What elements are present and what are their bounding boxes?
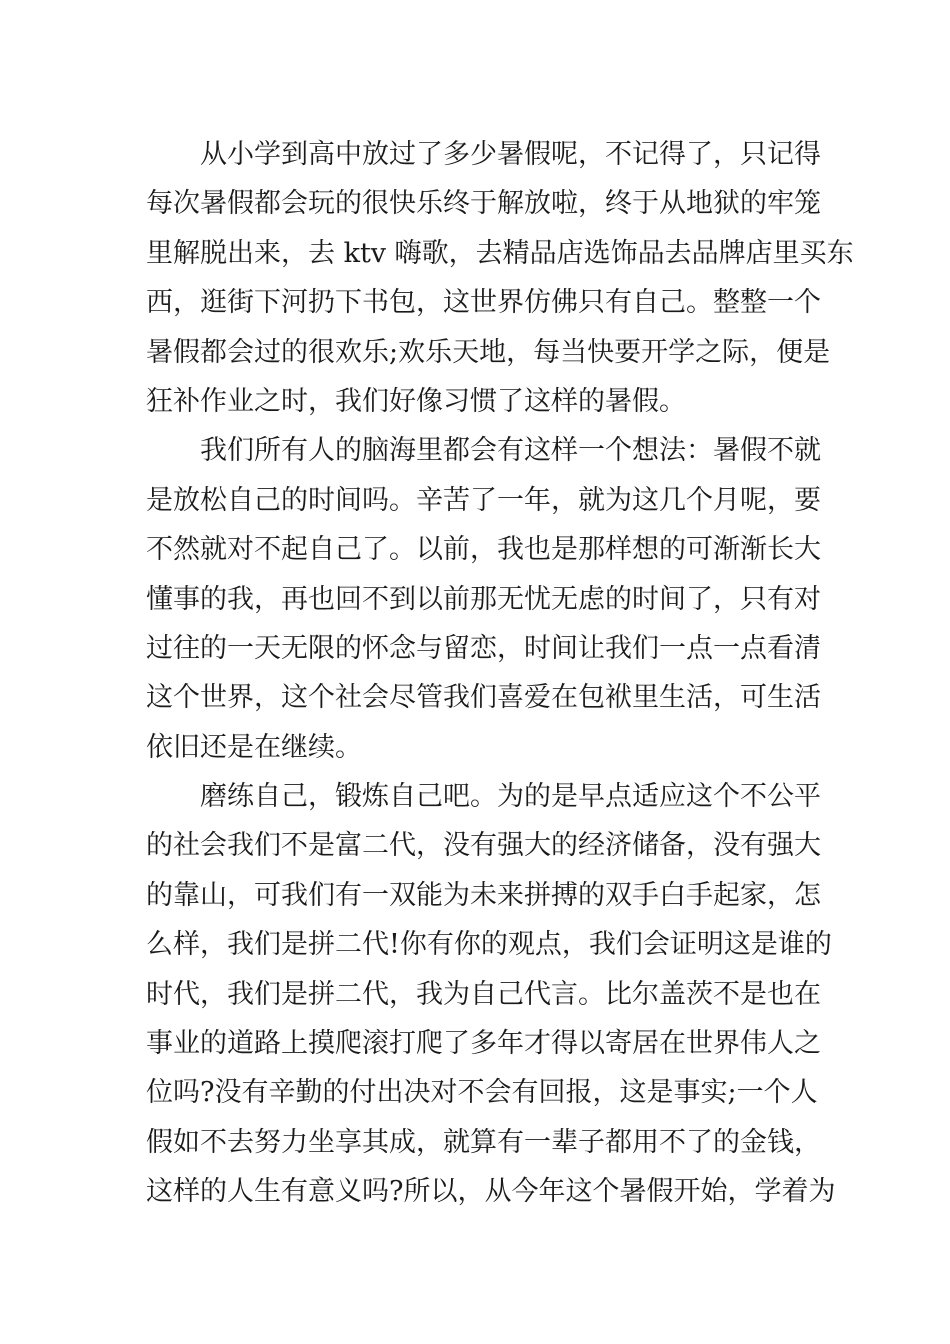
paragraph-line: 时代，我们是拼二代，我为自己代言。比尔盖茨不是也在 bbox=[146, 978, 821, 1010]
paragraph-line: 从小学到高中放过了多少暑假呢，不记得了，只记得 bbox=[200, 139, 821, 170]
paragraph-line: 假如不去努力坐享其成，就算有一辈子都用不了的金钱， bbox=[146, 1126, 821, 1158]
paragraph-line: 么样，我们是拼二代!你有你的观点，我们会证明这是谁的 bbox=[146, 929, 832, 961]
paragraph-line: 磨练自己，锻炼自己吧。为的是早点适应这个不公平 bbox=[200, 781, 821, 813]
paragraph-line: 狂补作业之时，我们好像习惯了这样的暑假。 bbox=[146, 385, 686, 417]
paragraph-line: 是放松自己的时间吗。辛苦了一年，就为这几个月呢，要 bbox=[146, 484, 821, 516]
paragraph-line: 事业的道路上摸爬滚打爬了多年才得以寄居在世界伟人之 bbox=[146, 1028, 821, 1060]
paragraph-line: 这样的人生有意义吗?所以，从今年这个暑假开始，学着为 bbox=[146, 1176, 836, 1208]
paragraph-line: 懂事的我，再也回不到以前那无忧无虑的时间了，只有对 bbox=[146, 583, 821, 615]
paragraph-2 bbox=[146, 426, 821, 772]
paragraph-line: 过往的一天无限的怀念与留恋，时间让我们一点一点看清 bbox=[146, 632, 821, 664]
document-body bbox=[146, 130, 854, 1217]
paragraph-1 bbox=[146, 130, 854, 426]
paragraph-line: 的社会我们不是富二代，没有强大的经济储备，没有强大 bbox=[146, 830, 821, 862]
paragraph-3 bbox=[146, 772, 836, 1217]
paragraph-line: 依旧还是在继续。 bbox=[146, 731, 362, 763]
paragraph-line: 不然就对不起自己了。以前，我也是那样想的可渐渐长大 bbox=[146, 534, 821, 566]
paragraph-line: 位吗?没有辛勤的付出决对不会有回报，这是事实;一个人 bbox=[146, 1077, 818, 1109]
paragraph-line: 的靠山，可我们有一双能为未来拼搏的双手白手起家，怎 bbox=[146, 879, 821, 911]
paragraph-line: 西，逛街下河扔下书包，这世界仿佛只有自己。整整一个 bbox=[146, 287, 821, 319]
paragraph-line: 这个世界，这个社会尽管我们喜爱在包袱里生活，可生活 bbox=[146, 682, 821, 714]
paragraph-line: 我们所有人的脑海里都会有这样一个想法：暑假不就 bbox=[200, 435, 821, 467]
paragraph-line: 每次暑假都会玩的很快乐终于解放啦，终于从地狱的牢笼 bbox=[146, 188, 821, 220]
paragraph-line: 暑假都会过的很欢乐;欢乐天地，每当快要开学之际，便是 bbox=[146, 336, 831, 368]
paragraph-line: 里解脱出来，去 ktv 嗨歌，去精品店选饰品去品牌店里买东 bbox=[146, 237, 854, 269]
